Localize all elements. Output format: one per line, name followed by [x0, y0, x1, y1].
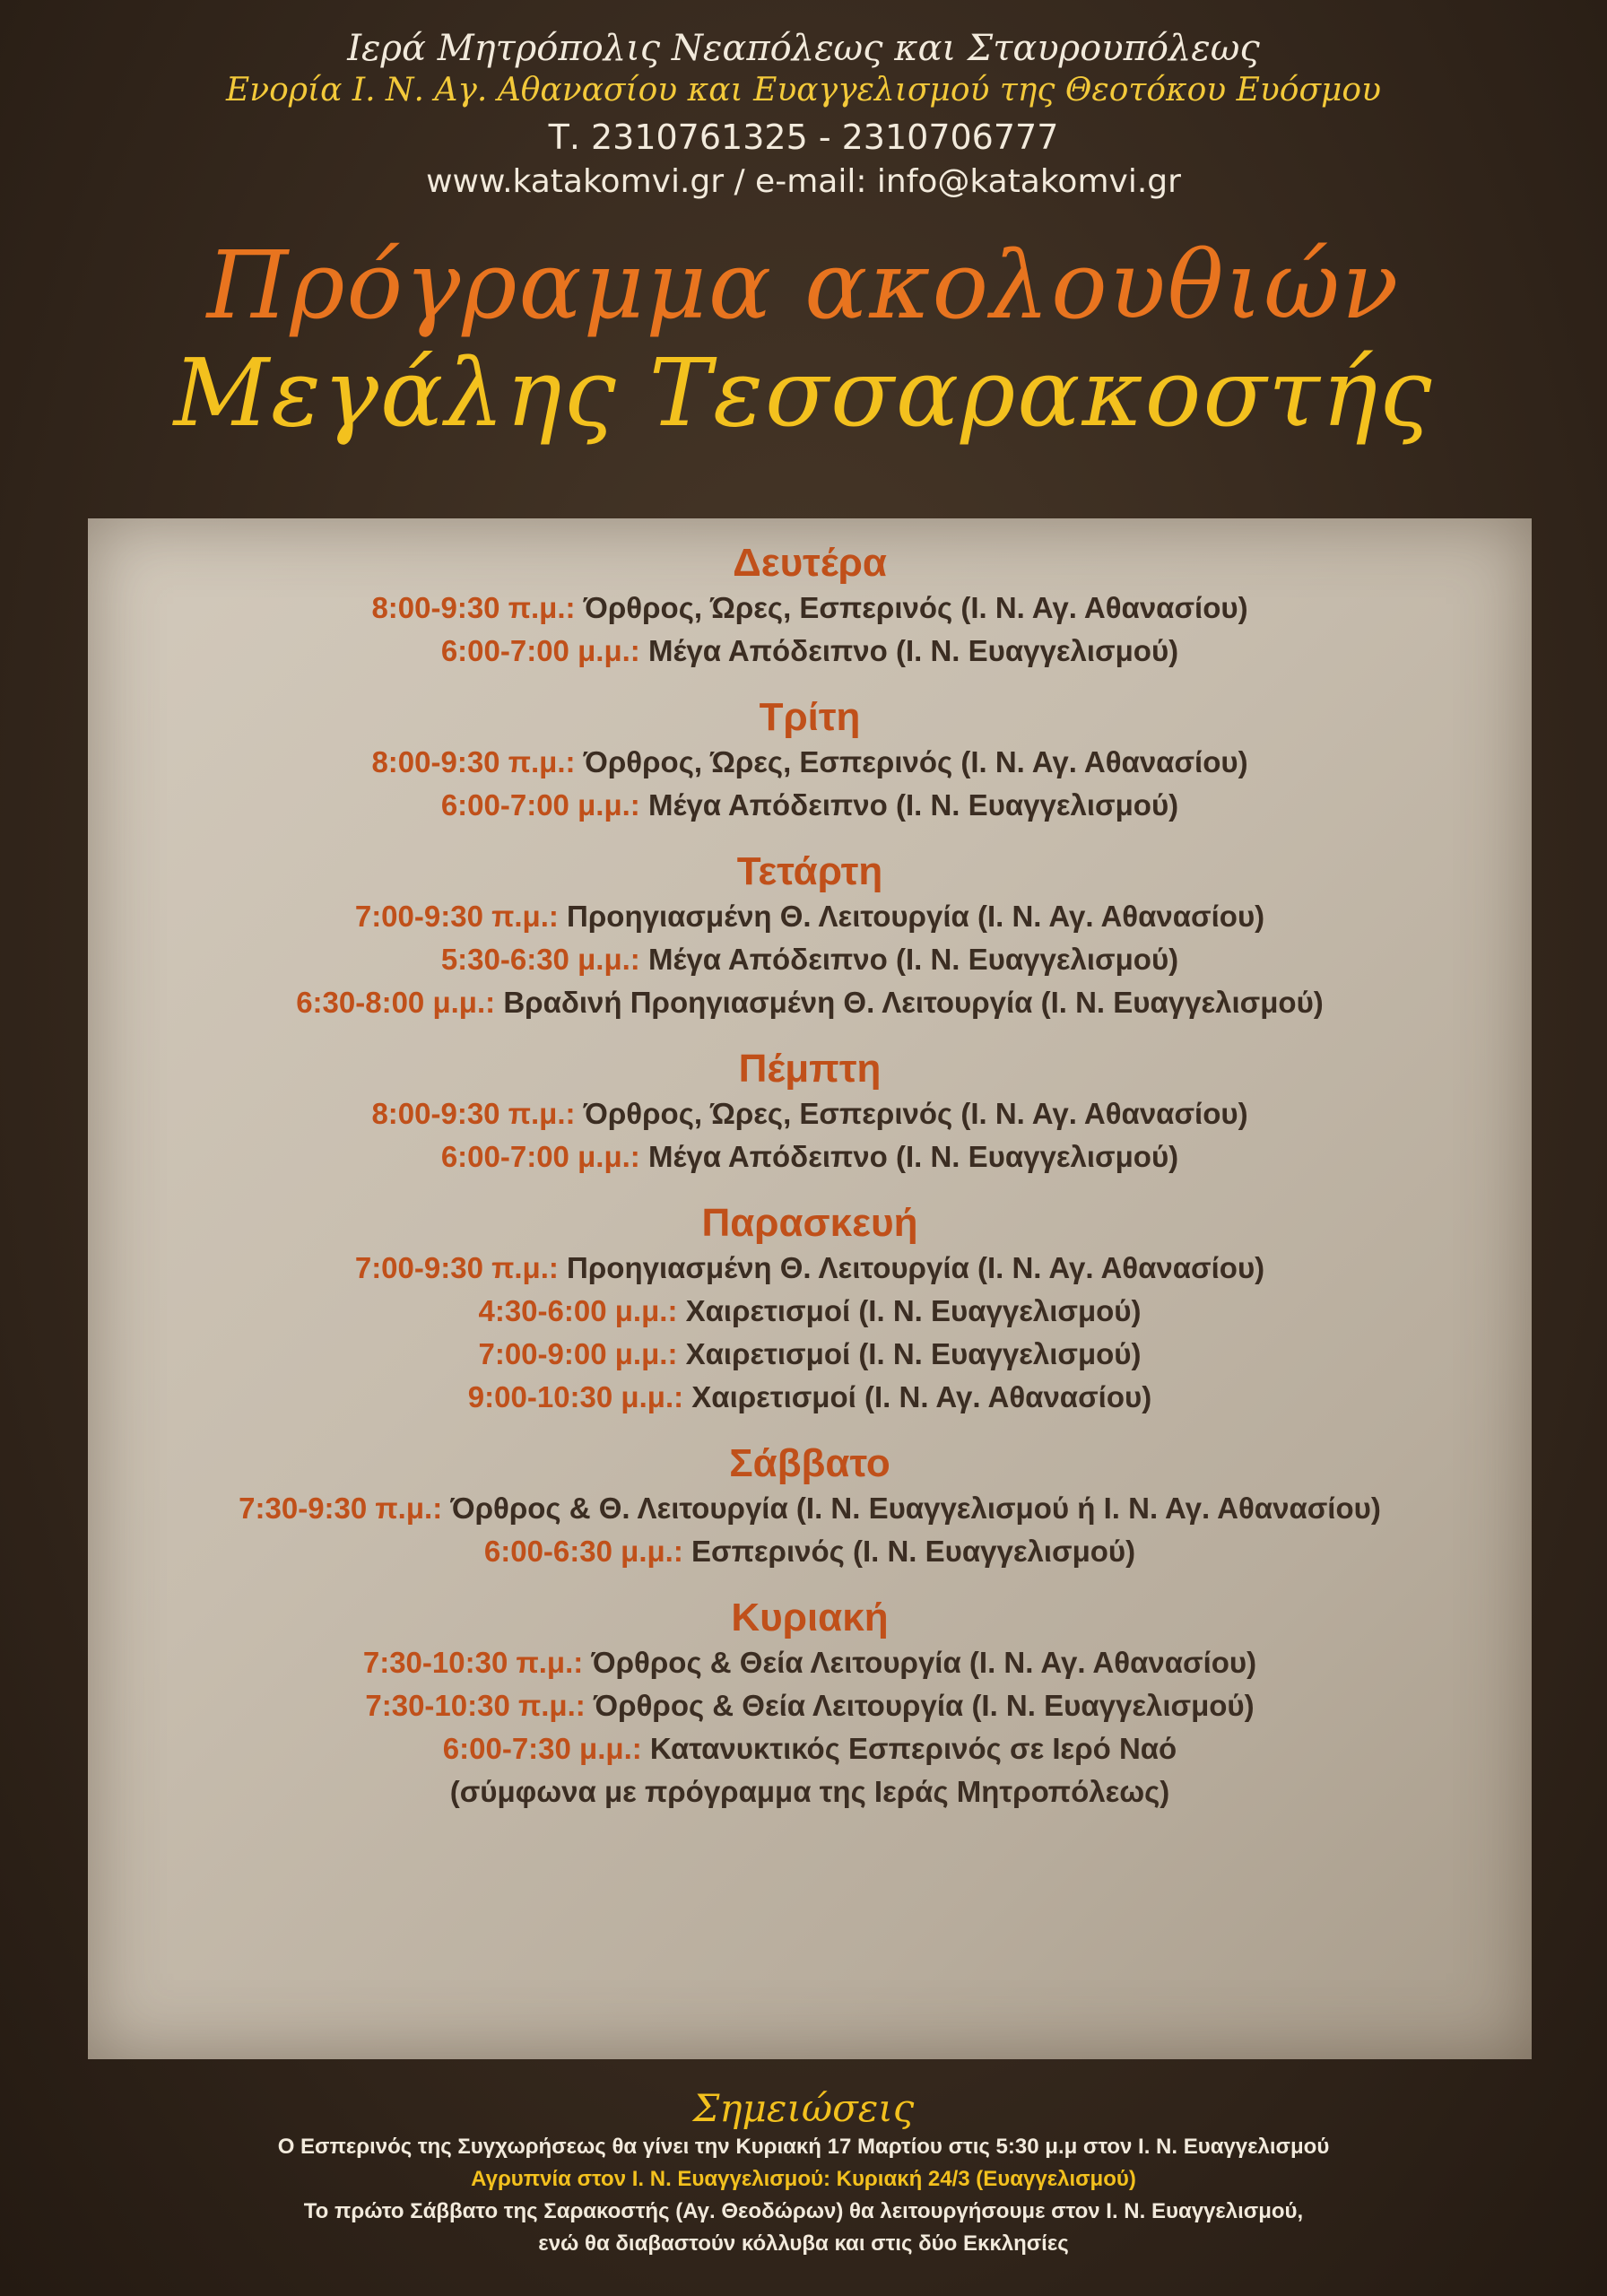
service-description: Μέγα Απόδειπνο (Ι. Ν. Ευαγγελισμού) — [639, 1140, 1179, 1173]
service-time: 7:30-9:30 π.μ.: — [239, 1492, 443, 1525]
service-time: 7:30-10:30 π.μ.: — [365, 1689, 586, 1722]
service-line — [88, 741, 1532, 784]
service-time: 8:00-9:30 π.μ.: — [371, 591, 576, 624]
phone-numbers: Τ. 2310761325 - 2310706777 — [548, 117, 1059, 157]
service-line — [88, 1135, 1532, 1178]
day-block — [88, 540, 1532, 673]
service-time: 9:00-10:30 μ.μ.: — [467, 1380, 684, 1413]
day-block — [88, 848, 1532, 1024]
service-description: Όρθρος & Θ. Λειτουργία (Ι. Ν. Ευαγγελισμού ή Ι. Ν. Αγ. Αθανασίου) — [442, 1492, 1381, 1525]
service-time: 8:00-9:30 π.μ.: — [371, 1097, 576, 1130]
day-block — [88, 1440, 1532, 1573]
service-description: Βραδινή Προηγιασμένη Θ. Λειτουργία (Ι. Ν. Ευαγγελισμού) — [495, 986, 1324, 1019]
service-description: Χαιρετισμοί (Ι. Ν. Ευαγγελισμού) — [677, 1337, 1142, 1370]
note-line-4: ενώ θα διαβαστούν κόλλυβα και στις δύο Εκκλησίες — [538, 2231, 1069, 2256]
service-description: Μέγα Απόδειπνο (Ι. Ν. Ευαγγελισμού) — [639, 943, 1179, 976]
service-time: 6:00-7:00 μ.μ.: — [440, 1140, 640, 1173]
service-line — [88, 784, 1532, 827]
service-time: 6:00-6:30 μ.μ.: — [483, 1535, 683, 1568]
day-title: Πέμπτη — [738, 1047, 882, 1091]
service-description: Εσπερινός (Ι. Ν. Ευαγγελισμού) — [682, 1535, 1136, 1568]
service-time: 7:30-10:30 π.μ.: — [362, 1646, 584, 1679]
service-time: 8:00-9:30 π.μ.: — [371, 745, 576, 778]
service-description: Όρθρος, Ώρες, Εσπερινός (Ι. Ν. Αγ. Αθανασίου) — [575, 591, 1248, 624]
service-description: Μέγα Απόδειπνο (Ι. Ν. Ευαγγελισμού) — [639, 788, 1179, 822]
service-description: Όρθρος, Ώρες, Εσπερινός (Ι. Ν. Αγ. Αθανασίου) — [575, 745, 1248, 778]
day-block — [88, 1046, 1532, 1178]
service-line — [88, 1641, 1532, 1684]
service-line — [88, 1290, 1532, 1333]
service-line — [88, 1092, 1532, 1135]
notes-title: Σημειώσεις — [692, 2086, 915, 2130]
day-title: Τετάρτη — [736, 849, 883, 893]
day-block — [88, 1200, 1532, 1419]
service-line — [88, 587, 1532, 630]
service-line — [88, 1770, 1532, 1813]
service-time: 6:30-8:00 μ.μ.: — [296, 986, 496, 1019]
service-description: Χαιρετισμοί (Ι. Ν. Αγ. Αθανασίου) — [683, 1380, 1152, 1413]
service-line — [88, 630, 1532, 673]
day-block — [88, 1595, 1532, 1813]
service-line — [88, 1530, 1532, 1573]
day-title: Τρίτη — [759, 695, 861, 739]
service-description: Προηγιασμένη Θ. Λειτουργία (Ι. Ν. Αγ. Αθανασίου) — [558, 900, 1265, 933]
service-line — [88, 895, 1532, 938]
day-title: Κυριακή — [731, 1596, 889, 1639]
service-description: (σύμφωνα με πρόγραμμα της Ιεράς Μητροπόλεως) — [449, 1775, 1170, 1808]
service-description: Όρθρος & Θεία Λειτουργία (Ι. Ν. Αγ. Αθανασίου) — [583, 1646, 1257, 1679]
website-email: www.katakomvi.gr / e-mail: info@katakomvi.gr — [426, 163, 1181, 200]
notes-section — [0, 2086, 1607, 2260]
service-line — [88, 1684, 1532, 1727]
service-description: Όρθρος, Ώρες, Εσπερινός (Ι. Ν. Αγ. Αθανασίου) — [575, 1097, 1248, 1130]
service-description: Χαιρετισμοί (Ι. Ν. Ευαγγελισμού) — [677, 1294, 1142, 1327]
parish-name: Ενορία Ι. Ν. Αγ. Αθανασίου και Ευαγγελισμού της Θεοτόκου Ευόσμου — [225, 72, 1381, 109]
service-line — [88, 1487, 1532, 1530]
service-line — [88, 1333, 1532, 1376]
service-line — [88, 1727, 1532, 1770]
header — [0, 27, 1607, 447]
service-line — [88, 938, 1532, 981]
note-line-2: Αγρυπνία στον Ι. Ν. Ευαγγελισμού: Κυριακή 24/3 (Ευαγγελισμού) — [471, 2167, 1136, 2191]
page-title-line2: Μεγάλης Τεσσαρακοστής — [173, 338, 1434, 448]
day-title: Σάββατο — [729, 1441, 890, 1485]
service-time: 6:00-7:30 μ.μ.: — [442, 1732, 642, 1765]
note-line-1: Ο Εσπερινός της Συγχωρήσεως θα γίνει την Κυριακή 17 Μαρτίου στις 5:30 μ.μ στον Ι. Ν. Ευαγγελισμού — [277, 2135, 1330, 2159]
service-time: 6:00-7:00 μ.μ.: — [440, 634, 640, 667]
schedule-panel — [88, 518, 1532, 2059]
service-time: 5:30-6:30 μ.μ.: — [440, 943, 640, 976]
service-description: Κατανυκτικός Εσπερινός σε Ιερό Ναό — [641, 1732, 1177, 1765]
note-line-3: Το πρώτο Σάββατο της Σαρακοστής (Αγ. Θεοδώρων) θα λειτουργήσουμε στον Ι. Ν. Ευαγγελισμού, — [303, 2199, 1304, 2223]
service-time: 7:00-9:30 π.μ.: — [354, 900, 559, 933]
service-time: 7:00-9:00 μ.μ.: — [478, 1337, 678, 1370]
service-line — [88, 1247, 1532, 1290]
service-line — [88, 1376, 1532, 1419]
service-description: Μέγα Απόδειπνο (Ι. Ν. Ευαγγελισμού) — [639, 634, 1179, 667]
service-line — [88, 981, 1532, 1024]
service-time: 6:00-7:00 μ.μ.: — [440, 788, 640, 822]
metropolis-name: Ιερά Μητρόπολις Νεαπόλεως και Σταυρουπόλεως — [347, 28, 1260, 69]
service-description: Προηγιασμένη Θ. Λειτουργία (Ι. Ν. Αγ. Αθανασίου) — [558, 1251, 1265, 1284]
page-title-line1: Πρόγραμμα ακολουθιών — [206, 230, 1401, 340]
day-title: Δευτέρα — [733, 541, 887, 585]
service-time: 4:30-6:00 μ.μ.: — [478, 1294, 678, 1327]
service-description: Όρθρος & Θεία Λειτουργία (Ι. Ν. Ευαγγελισμού) — [585, 1689, 1255, 1722]
day-title: Παρασκευή — [701, 1201, 918, 1245]
service-time: 7:00-9:30 π.μ.: — [354, 1251, 559, 1284]
day-block — [88, 694, 1532, 827]
